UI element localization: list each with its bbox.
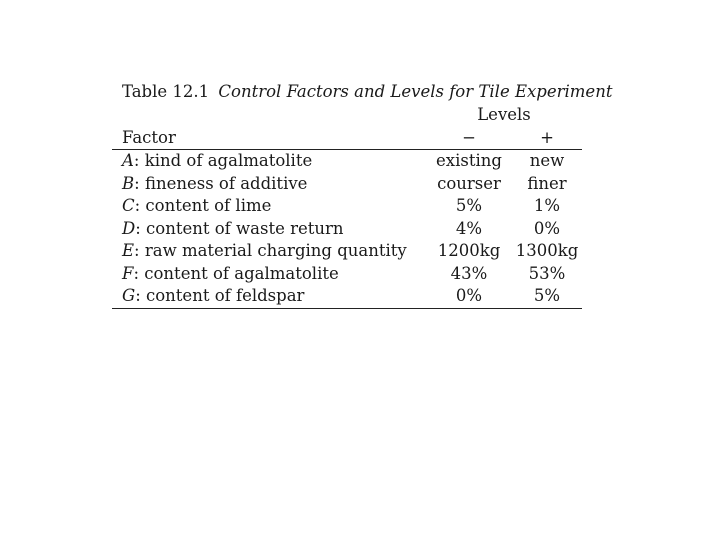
plus-level-cell: 0% xyxy=(533,218,561,238)
minus-level-cell: 43% xyxy=(450,263,488,283)
plus-level-cell: 1% xyxy=(533,196,561,215)
factor-cell xyxy=(112,240,426,263)
factor-letter: A xyxy=(122,151,134,170)
factor-description: : content of lime xyxy=(134,196,272,215)
minus-level-header: − xyxy=(426,127,512,150)
levels-header: Levels xyxy=(477,105,531,124)
plus-level-cell: 1300kg xyxy=(515,241,579,260)
plus-level-cell: finer xyxy=(527,173,567,193)
factor-letter: B xyxy=(122,173,135,193)
minus-level-cell: 4% xyxy=(455,218,483,238)
minus-level-cell: existing xyxy=(436,151,502,170)
control-factors-table xyxy=(112,104,582,309)
factor-cell xyxy=(112,195,426,218)
factor-letter: D xyxy=(122,218,136,238)
table-row xyxy=(112,218,582,241)
factor-description: : content of waste return xyxy=(135,218,344,238)
plus-level-cell: 53% xyxy=(528,263,566,283)
factor-letter: F xyxy=(122,263,134,283)
table-row xyxy=(112,263,582,286)
minus-level-cell: 0% xyxy=(426,285,512,308)
factor-letter: E xyxy=(122,241,135,260)
factor-description: : raw material charging quantity xyxy=(134,241,407,260)
table-row xyxy=(112,285,582,308)
table-row xyxy=(112,173,582,196)
plus-level-cell: new xyxy=(529,151,565,170)
table-caption-title: Control Factors and Levels for Tile Experiment xyxy=(218,82,613,101)
column-header-row xyxy=(112,127,582,150)
factor-cell xyxy=(112,150,426,173)
minus-level-cell: 5% xyxy=(455,196,483,215)
factor-cell xyxy=(112,218,426,241)
factor-cell xyxy=(112,285,426,308)
control-factors-table-block xyxy=(112,80,613,309)
minus-level-cell: courser xyxy=(437,173,501,193)
factor-letter: G xyxy=(122,286,136,305)
factor-cell xyxy=(112,173,426,196)
factor-description: : kind of agalmatolite xyxy=(133,151,313,170)
factor-description: : content of feldspar xyxy=(135,286,305,305)
table-row xyxy=(112,195,582,218)
table-row xyxy=(112,150,582,173)
plus-level-cell: 5% xyxy=(512,285,582,308)
table-row xyxy=(112,240,582,263)
factor-letter: C xyxy=(122,196,135,215)
factor-description: : fineness of additive xyxy=(134,173,308,193)
factor-header: Factor xyxy=(112,127,426,150)
table-caption-label: Table 12.1 xyxy=(122,82,210,101)
minus-level-cell: 1200kg xyxy=(437,241,501,260)
levels-header-row xyxy=(112,104,582,127)
table-caption xyxy=(112,80,613,104)
factor-cell xyxy=(112,263,426,286)
factor-description: : content of agalmatolite xyxy=(133,263,339,283)
plus-level-header: + xyxy=(512,127,582,150)
